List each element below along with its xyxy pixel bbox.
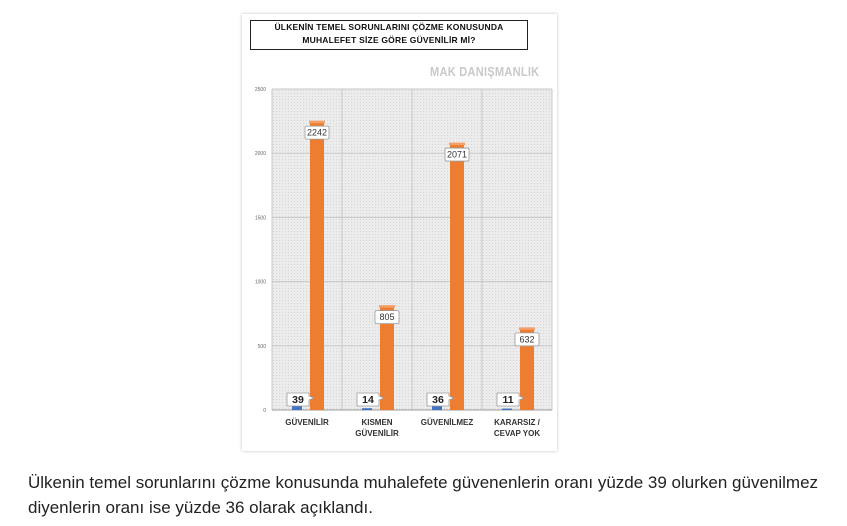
bar-large-cap-0 — [309, 121, 325, 124]
article-caption: Ülkenin temel sorunlarını çözme konusunda muhalefete güvenenlerin oranı yüzde 39 olurken güvenilmez diyenlerin oranı ise yüzde 36 olarak açıklandı. — [28, 473, 819, 517]
bar-small-1 — [362, 408, 372, 410]
y-tick-label-2500: 2500 — [254, 87, 266, 93]
y-tick-label-500: 500 — [257, 343, 266, 350]
chart-title-line-1: ÜLKENİN TEMEL SORUNLARINI ÇÖZME KONUSUNDA — [274, 22, 504, 32]
category-label-0-0: GÜVENİLİR — [285, 418, 329, 427]
category-label-3-1: CEVAP YOK — [493, 429, 541, 438]
bar-large-0 — [310, 122, 324, 410]
y-tick-label-2000: 2000 — [254, 151, 266, 158]
bar-large-cap-1 — [379, 305, 395, 308]
bar-large-cap-3 — [519, 327, 535, 330]
data-label-large-0: 2242 — [306, 127, 328, 138]
y-tick-label-1000: 1000 — [254, 279, 266, 286]
data-label-large-1: 805 — [379, 312, 395, 323]
bar-large-2 — [450, 144, 464, 410]
category-label-2-0: GÜVENİLMEZ — [420, 418, 474, 427]
chart-title-line-2: MUHALEFET SİZE GÖRE GÜVENİLİR Mİ? — [302, 35, 476, 45]
data-label-small-1: 14 — [362, 394, 374, 406]
data-label-large-3: 632 — [519, 334, 535, 345]
y-tick-label-1500: 1500 — [254, 215, 266, 222]
y-tick-label-0: 0 — [263, 408, 266, 414]
data-label-small-3: 11 — [502, 394, 514, 406]
category-label-1-0: KISMEN — [361, 418, 393, 427]
data-label-small-0: 39 — [292, 394, 304, 406]
bar-small-3 — [502, 409, 512, 410]
data-label-small-2: 36 — [432, 394, 444, 406]
category-label-3-0: KARARSIZ / — [494, 418, 540, 427]
watermark-text: MAK DANIŞMANLIK — [430, 64, 540, 79]
bar-large-cap-2 — [449, 143, 465, 146]
category-label-1-1: GÜVENİLİR — [355, 429, 399, 438]
x-axis-labels — [285, 418, 540, 438]
data-label-large-2: 2071 — [446, 149, 468, 160]
